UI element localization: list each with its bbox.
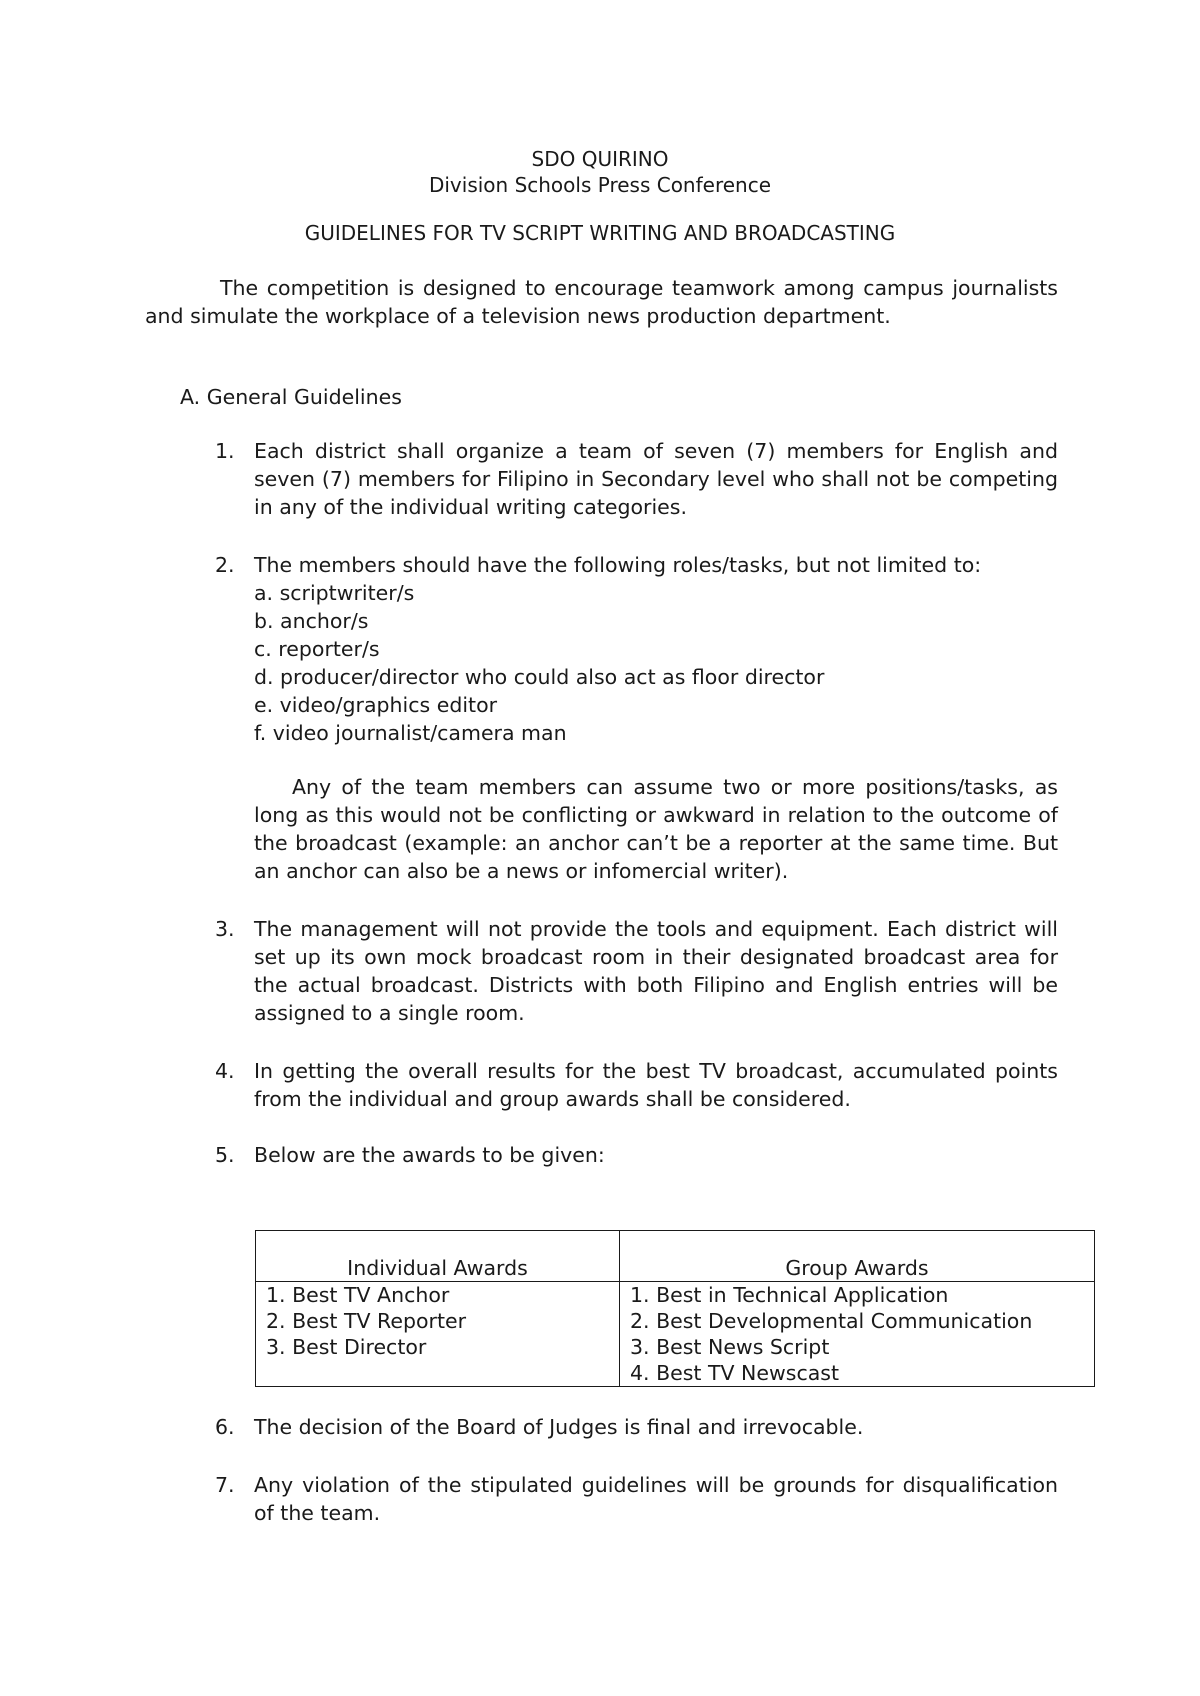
individual-awards-list	[266, 1282, 609, 1360]
section-heading: A. General Guidelines	[180, 385, 402, 409]
award-item: 1. Best in Technical Application	[630, 1283, 949, 1307]
item-text: Below are the awards to be given:	[254, 1143, 605, 1167]
role-list	[254, 579, 1058, 747]
role-item: c. reporter/s	[254, 637, 380, 661]
award-item: 3. Best News Script	[630, 1335, 830, 1359]
role-item: e. video/graphics editor	[254, 693, 498, 717]
item-number: 2.	[215, 553, 235, 577]
intro-text: The competition is designed to encourage teamwork among campus journalists and simulate the workplace of a television news production department.	[145, 276, 1058, 328]
item-text: The management will not provide the tools and equipment. Each district will set up its own mock broadcast room in their designated broadcast area for the actual broadcast. Districts with both Filipino and English entries will be assigned to a single room.	[254, 917, 1058, 1025]
role-item: a. scriptwriter/s	[254, 581, 415, 605]
award-item: 4. Best TV Newscast	[630, 1361, 839, 1385]
item-text: In getting the overall results for the best TV broadcast, accumulated points from the individual and group awards shall be considered.	[254, 1059, 1058, 1111]
item-body	[254, 551, 1058, 747]
group-awards-list	[630, 1282, 1084, 1386]
group-awards-header: Group Awards	[620, 1231, 1095, 1282]
item-text: The members should have the following roles/tasks, but not limited to:	[254, 553, 982, 577]
role-item: b. anchor/s	[254, 609, 369, 633]
note-body	[254, 773, 1058, 885]
item-number: 4.	[215, 1059, 235, 1083]
item-number: 3.	[215, 917, 235, 941]
event-name: Division Schools Press Conference	[428, 173, 772, 197]
item-text: The decision of the Board of Judges is final and irrevocable.	[254, 1415, 864, 1439]
role-item: d. producer/director who could also act as floor director	[254, 665, 825, 689]
awards-table	[255, 1230, 1095, 1387]
organization-name: SDO QUIRINO	[531, 147, 669, 171]
award-item: 2. Best Developmental Communication	[630, 1309, 1033, 1333]
award-item: 3. Best Director	[266, 1335, 427, 1359]
individual-awards-cell	[256, 1282, 620, 1387]
awards-table-row	[256, 1282, 1095, 1387]
item-number: 7.	[215, 1473, 235, 1497]
item-number: 1.	[215, 439, 235, 463]
document-title: GUIDELINES FOR TV SCRIPT WRITING AND BROADCASTING	[304, 221, 896, 245]
group-awards-cell	[620, 1282, 1095, 1387]
intro-paragraph	[145, 274, 1058, 330]
role-item: f. video journalist/camera man	[254, 721, 567, 745]
individual-awards-header: Individual Awards	[256, 1231, 620, 1282]
item-text: Any violation of the stipulated guidelines will be grounds for disqualification of the team.	[254, 1473, 1058, 1525]
item-text: Each district shall organize a team of seven (7) members for English and seven (7) members for Filipino in Secondary level who shall not be competing in any of the individual writing categories.	[254, 439, 1058, 519]
item-number: 6.	[215, 1415, 235, 1439]
award-item: 2. Best TV Reporter	[266, 1309, 467, 1333]
award-item: 1. Best TV Anchor	[266, 1283, 450, 1307]
awards-table-header-row	[256, 1231, 1095, 1282]
note-text: Any of the team members can assume two or more positions/tasks, as long as this would not be conflicting or awkward in relation to the outcome of the broadcast (example: an anchor can’t be a reporter at the same time. But an anchor can also be a news or infomercial writer).	[254, 775, 1058, 883]
item-number: 5.	[215, 1143, 235, 1167]
